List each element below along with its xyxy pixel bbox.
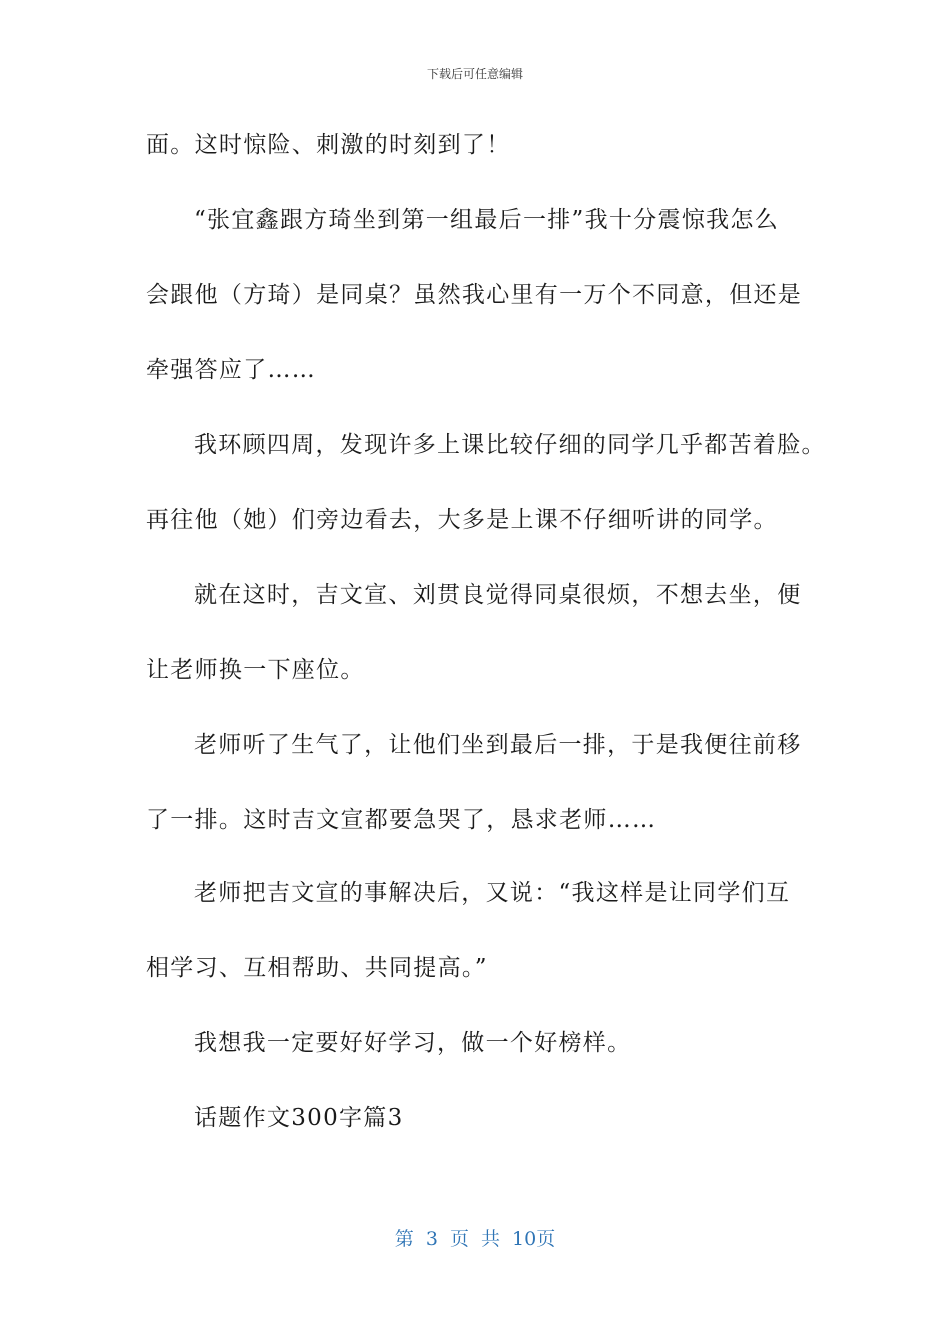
text-line: “张宜鑫跟方琦坐到第一组最后一排”我十分震惊我怎么 [194, 207, 780, 233]
page-header-note: 下载后可任意编辑 [426, 67, 523, 81]
text-line: 再往他（她）们旁边看去，大多是上课不仔细听讲的同学。 [146, 507, 778, 533]
page-number: 第 3 页 共 10页 [394, 1228, 556, 1250]
section-heading: 话题作文300字篇3 [194, 1105, 404, 1131]
text-line: 老师听了生气了，让他们坐到最后一排，于是我便往前移 [194, 732, 802, 758]
text-line: 面。这时惊险、刺激的时刻到了！ [146, 132, 511, 158]
text-line: 了一排。这时吉文宣都要急哭了，恳求老师…… [146, 807, 657, 833]
text-line: 老师把吉文宣的事解决后，又说：“我这样是让同学们互 [194, 880, 791, 906]
text-line: 我想我一定要好好学习，做一个好榜样。 [194, 1030, 632, 1056]
text-line: 让老师换一下座位。 [146, 657, 365, 683]
text-line: 我环顾四周，发现许多上课比较仔细的同学几乎都苦着脸。 [194, 432, 826, 458]
text-line: 会跟他（方琦）是同桌？虽然我心里有一万个不同意，但还是 [146, 282, 803, 308]
text-line: 相学习、互相帮助、共同提高。” [146, 955, 488, 981]
text-line: 牵强答应了…… [146, 357, 317, 383]
text-line: 就在这时，吉文宣、刘贯良觉得同桌很烦，不想去坐，便 [194, 582, 802, 608]
